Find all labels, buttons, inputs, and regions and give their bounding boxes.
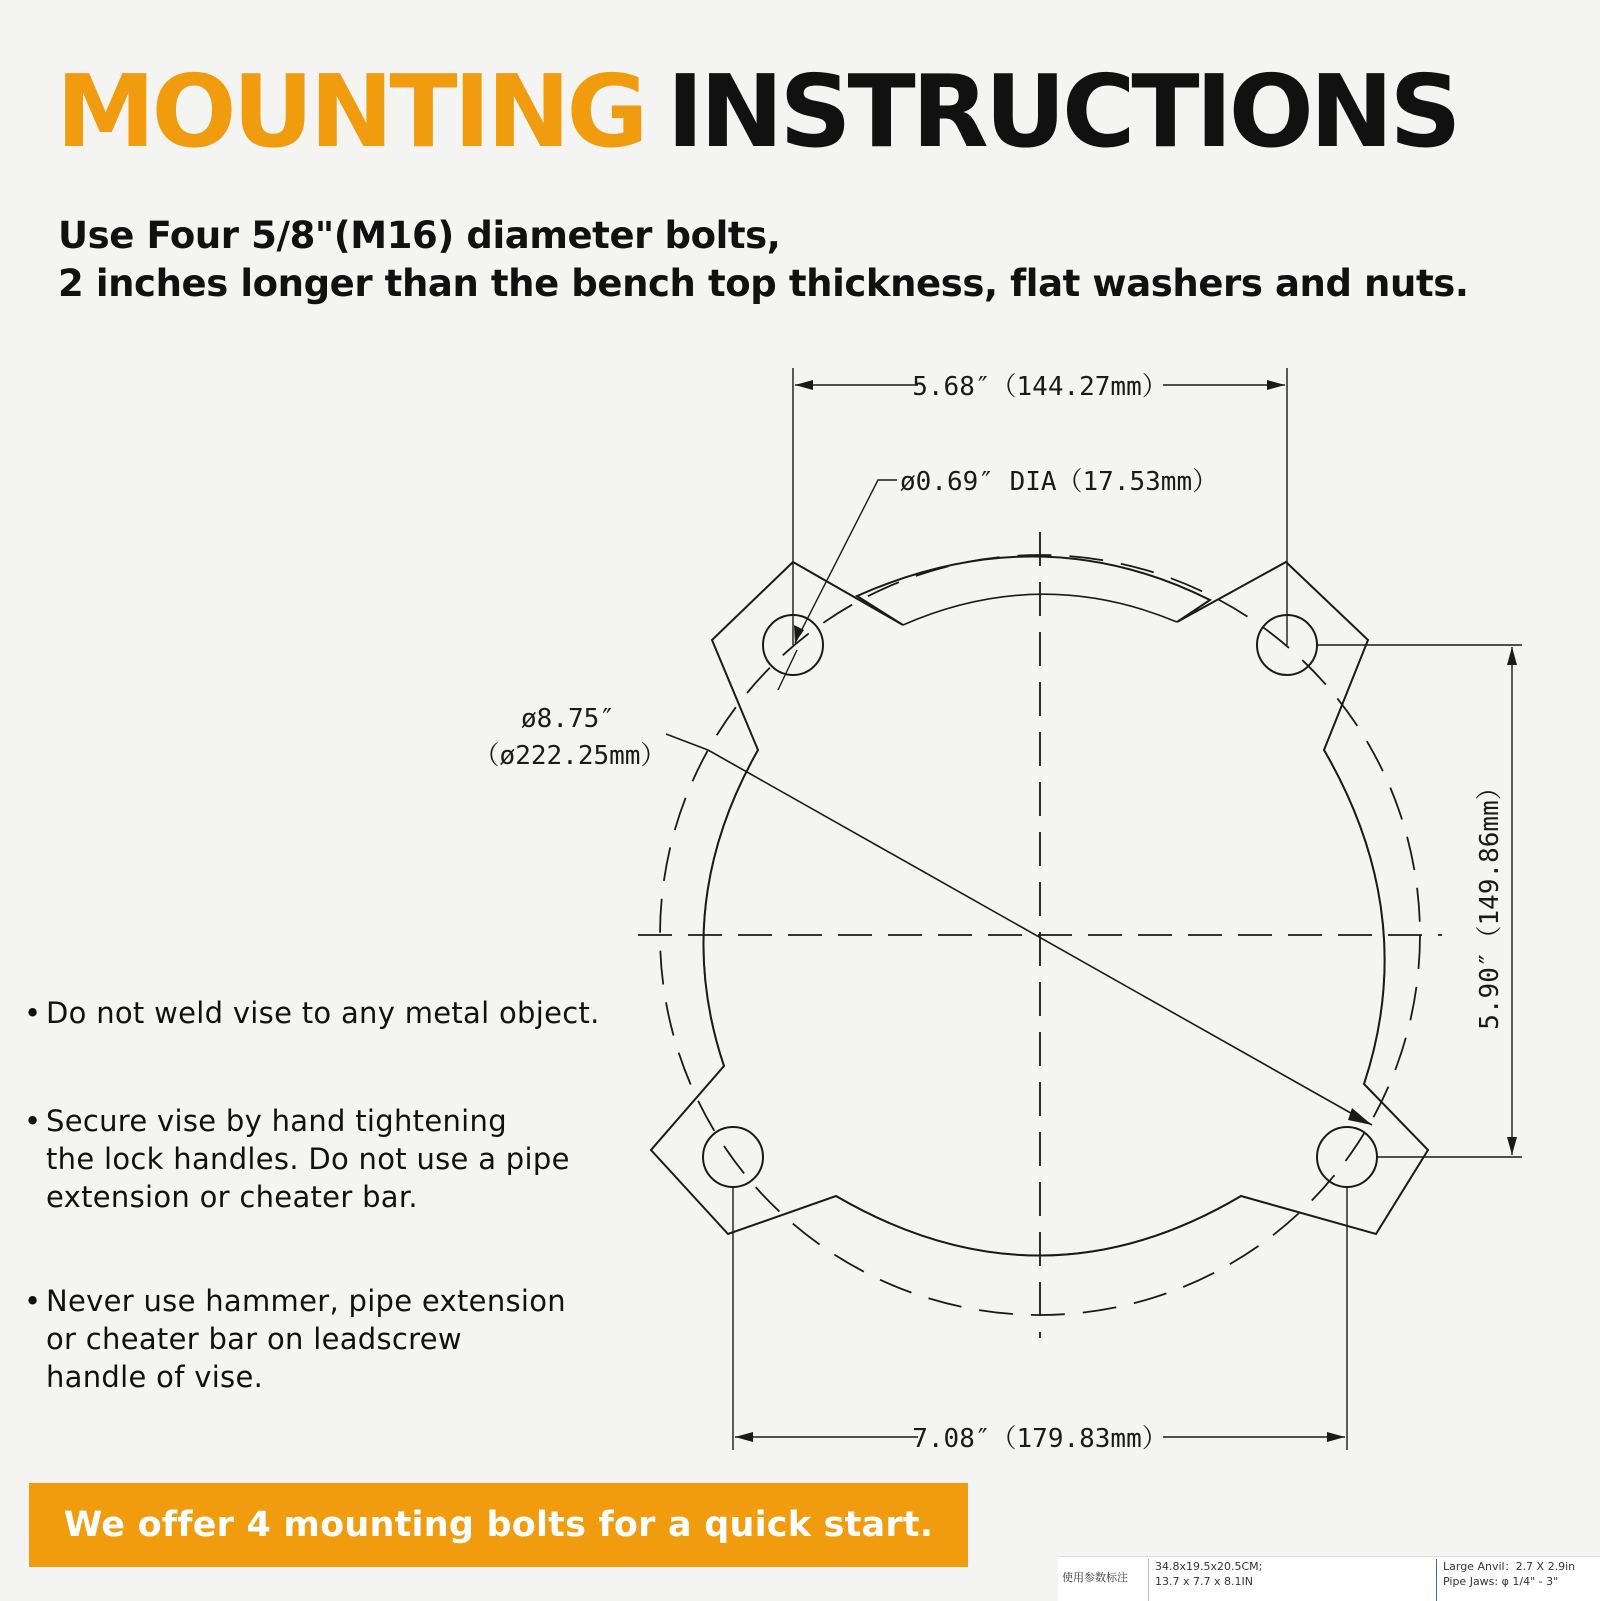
diameter-leader — [666, 734, 708, 750]
bolt-requirements-line-2: 2 inches longer than the bench top thickness, flat washers and nuts. — [58, 262, 1469, 305]
bolt-hole-bottom-left — [703, 1127, 763, 1187]
dim-right-arrow-bottom — [1507, 1137, 1517, 1155]
safety-note-weld — [24, 994, 600, 1032]
spec-strip-features — [1436, 1559, 1575, 1601]
bullet-dot: • — [24, 1284, 42, 1318]
dim-circle-label: ø8.75″ — [521, 704, 615, 734]
spec-strip-dimensions — [1148, 1559, 1262, 1601]
bolt-requirements-line-1: Use Four 5/8"(M16) diameter bolts, — [58, 214, 781, 257]
title-accent: MOUNTING — [56, 53, 645, 170]
dim-hole-leader — [795, 480, 897, 643]
bolt-hole-bottom-right — [1317, 1127, 1377, 1187]
spec-dimension-in: 13.7 x 7.7 x 8.1IN — [1155, 1575, 1253, 1588]
dim-bottom-label: 7.08″（179.83mm） — [912, 1424, 1168, 1454]
safety-note-lock-handles — [24, 1102, 570, 1216]
diameter-arrowhead — [1348, 1108, 1372, 1125]
dim-top-label: 5.68″（144.27mm） — [912, 372, 1168, 402]
dim-top-arrow-right — [1267, 380, 1285, 390]
bullet-dot: • — [24, 1104, 42, 1138]
dim-bottom-arrow-left — [735, 1432, 753, 1442]
bolts-included-banner: We offer 4 mounting bolts for a quick start. — [29, 1483, 968, 1567]
safety-note-text: Do not weld vise to any metal object. — [46, 996, 600, 1030]
spec-strip — [1058, 1556, 1600, 1601]
spec-dimension-cm: 34.8x19.5x20.5CM; — [1155, 1560, 1263, 1573]
spec-pipe-jaws: Pipe Jaws: φ 1/4" - 3" — [1443, 1575, 1559, 1588]
dim-right-label: 5.90″（149.86mm） — [1475, 774, 1505, 1030]
dim-hole-label: ø0.69″ DIA（17.53mm） — [900, 467, 1219, 497]
dim-hole-leader-lower — [778, 650, 797, 690]
dim-right-arrow-top — [1507, 647, 1517, 665]
spec-strip-label: 使用参数标注 — [1062, 1571, 1128, 1584]
bullet-dot: • — [24, 996, 42, 1030]
title-main: INSTRUCTIONS — [666, 53, 1458, 170]
safety-note-text: Never use hammer, pipe extension or cheater bar on leadscrew handle of vise. — [46, 1284, 566, 1394]
safety-note-leadscrew — [24, 1282, 566, 1396]
safety-note-text: Secure vise by hand tightening the lock handles. Do not use a pipe extension or cheater bar. — [46, 1104, 570, 1214]
dim-bottom-arrow-right — [1327, 1432, 1345, 1442]
spec-large-anvil: Large Anvil：2.7 X 2.9in — [1443, 1560, 1576, 1573]
inner-plate-arc — [703, 594, 1384, 1255]
dim-top-arrow-left — [795, 380, 813, 390]
dim-circle-label-mm: （ø222.25mm） — [473, 741, 667, 771]
